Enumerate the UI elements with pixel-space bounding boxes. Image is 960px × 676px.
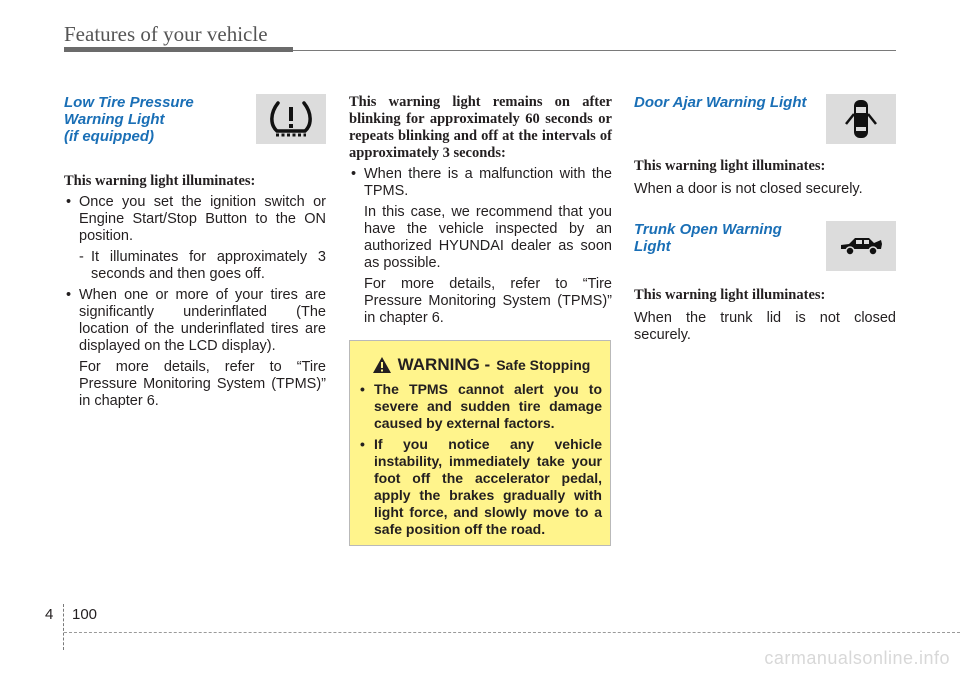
- warning-list: [360, 381, 602, 538]
- column-door-trunk: [634, 94, 896, 344]
- warning-subject: Safe Stopping: [496, 357, 591, 373]
- section-header: [634, 221, 896, 271]
- trunk-open-icon: [826, 221, 896, 271]
- intro-text: This warning light illuminates:: [634, 287, 826, 303]
- door-ajar-icon: [826, 94, 896, 144]
- page-number: 100: [72, 606, 98, 623]
- watermark: carmanualsonline.info: [764, 648, 950, 668]
- section-title-low-tire-pressure: Low Tire Pressure Warning Light (if equipped): [64, 94, 194, 145]
- list-item: • When one or more of your tires are significantly underinflated (The location of the underinflated tires are displayed on the LCD display). For more details, refer to “Tire Pressure Monitoring System (TPMS)” in chapter 6.: [64, 287, 326, 410]
- list-item: • If you notice any vehicle instability, immediately take your foot off the accelerator pedal, apply the brakes gradually with light force, and slowly move to a safe position off the road.: [360, 436, 602, 538]
- reference-text: For more details, refer to “Tire Pressure Monitoring System (TPMS)” in chapter 6.: [364, 276, 612, 326]
- warning-header: [360, 355, 602, 375]
- column-low-tire-pressure: [64, 94, 326, 410]
- section-title-trunk-open: Trunk Open Warning Light: [634, 221, 782, 255]
- intro-text: This warning light illuminates:: [634, 158, 826, 174]
- reference-text: For more details, refer to “Tire Pressure Monitoring System (TPMS)” in chapter 6.: [79, 359, 326, 409]
- list-item: • The TPMS cannot alert you to severe and sudden tire damage caused by external factors.: [360, 381, 602, 432]
- section-header: [64, 94, 326, 145]
- body-paragraph: When a door is not closed securely.: [634, 181, 863, 197]
- sub-item: - It illuminates for approximately 3 seconds and then goes off.: [79, 249, 326, 282]
- bullet-list: [64, 194, 326, 410]
- bullet-list: [349, 166, 612, 327]
- header-rule-accent: [64, 47, 293, 52]
- body-paragraph: When the trunk lid is not closed securely.: [634, 310, 896, 343]
- list-item: • Once you set the ignition switch or Engine Start/Stop Button to the ON position. - It illuminates for approximately 3 seconds and then goes off.: [64, 194, 326, 283]
- warning-box: [349, 340, 611, 546]
- body-paragraph: In this case, we recommend that you have the vehicle inspected by an authorized HYUNDAI dealer as soon as possible.: [364, 204, 612, 271]
- chapter-number: 4: [45, 606, 54, 623]
- warning-label: WARNING -: [397, 355, 491, 374]
- page-header-title: Features of your vehicle: [64, 22, 268, 46]
- tire-pressure-warning-icon: [256, 94, 326, 144]
- section-title-door-ajar: Door Ajar Warning Light: [634, 94, 807, 111]
- footer-rule: [64, 632, 960, 633]
- column-tpms-malfunction: [349, 94, 612, 327]
- warning-triangle-icon: [372, 356, 392, 374]
- list-item: • When there is a malfunction with the TPMS. In this case, we recommend that you have the vehicle inspected by an authorized HYUNDAI dealer as soon as possible. For more details, refer to “Tire Pressure Monitoring System (TPMS)” in chapter 6.: [349, 166, 612, 327]
- intro-text: This warning light remains on after blinking for approximately 60 seconds or repeats blinking and off at the intervals of approximately 3 seconds:: [349, 94, 612, 161]
- section-header: [634, 94, 896, 144]
- intro-text: This warning light illuminates:: [64, 173, 256, 189]
- footer-divider: [63, 604, 64, 650]
